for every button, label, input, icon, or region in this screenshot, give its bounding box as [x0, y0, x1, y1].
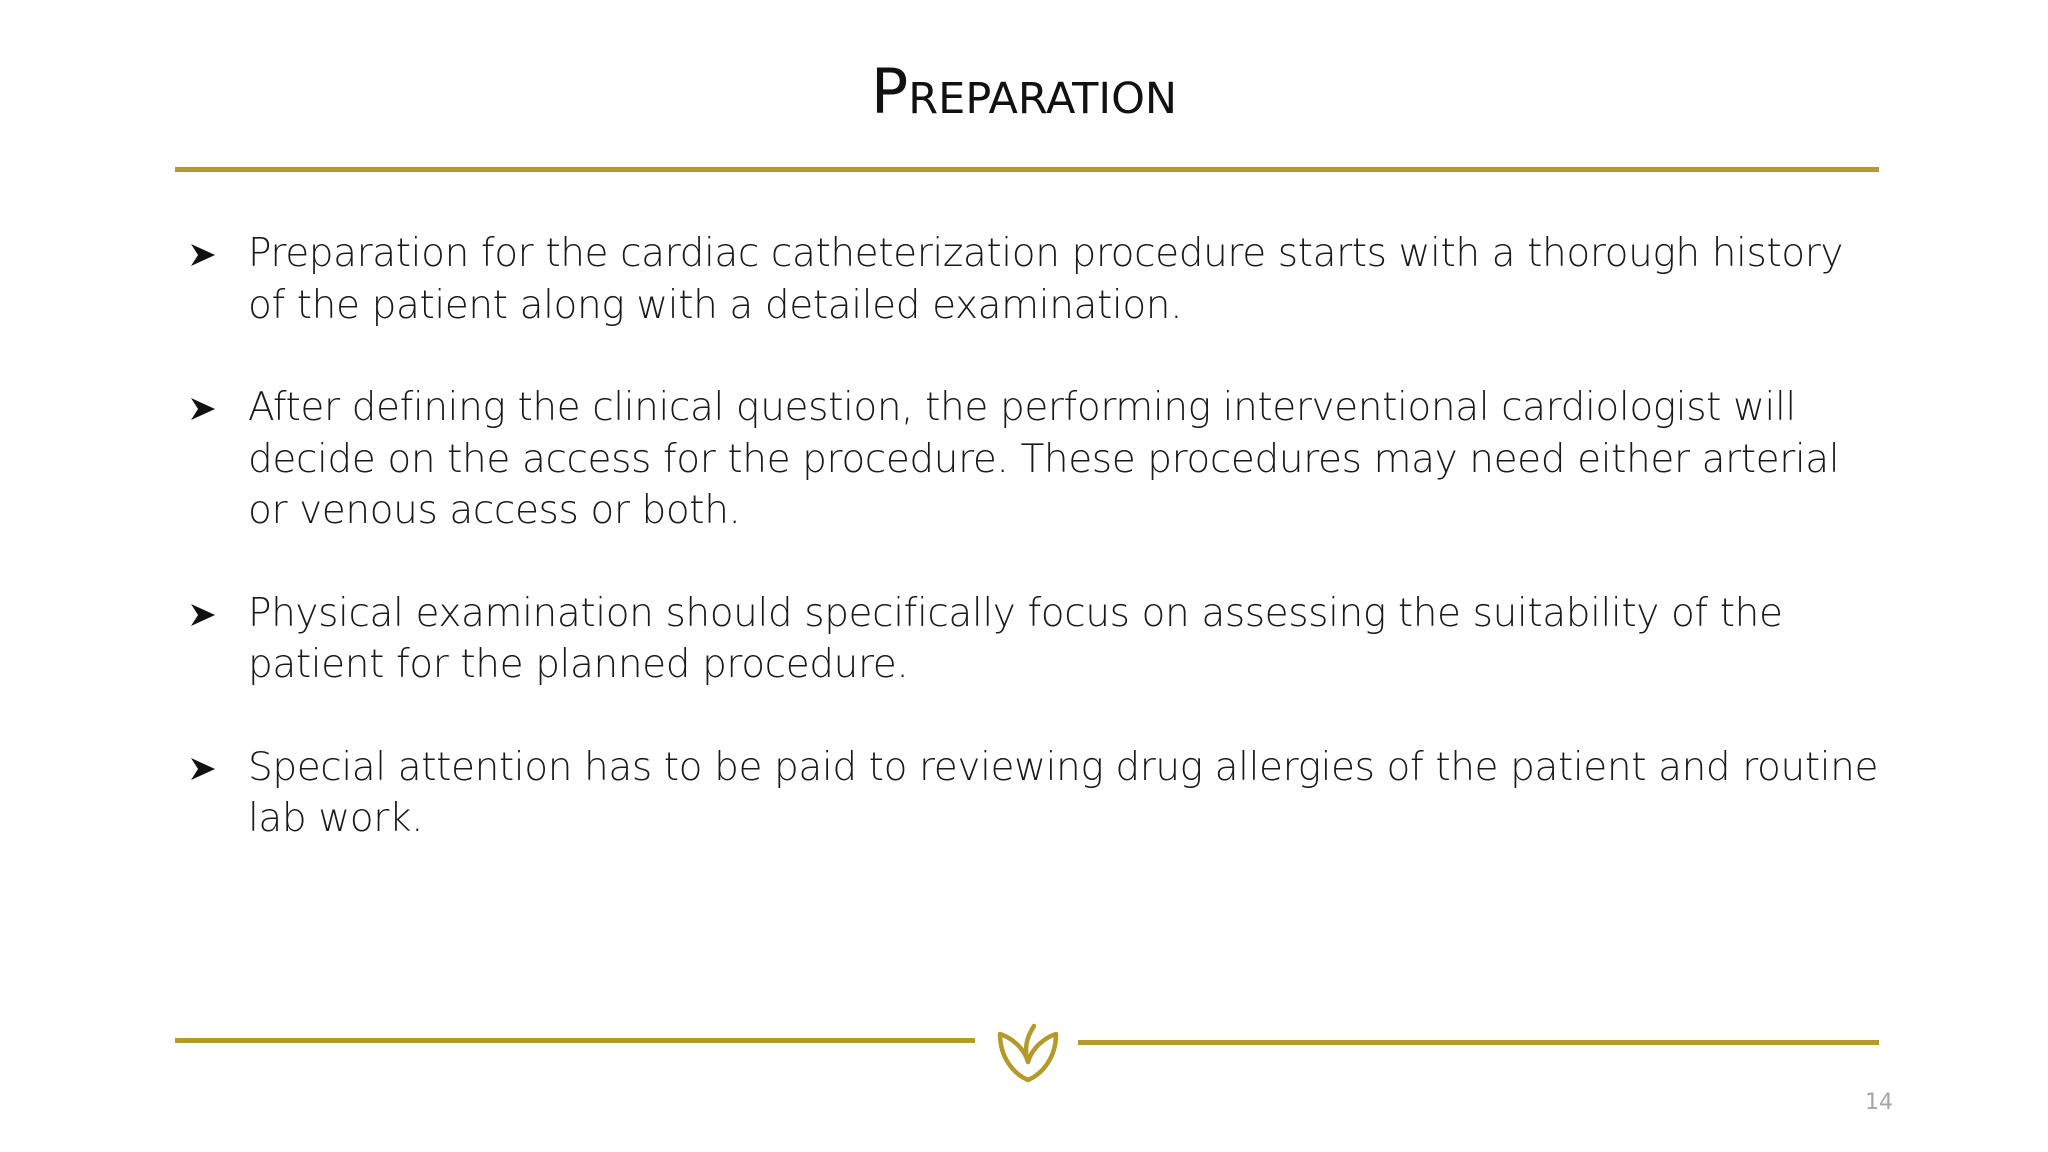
footer-divider-left [175, 1038, 975, 1043]
title-divider [175, 167, 1879, 172]
arrow-bullet-icon [190, 243, 216, 267]
arrow-bullet-icon [190, 757, 216, 781]
slide-title: Preparation [870, 55, 1178, 128]
bullet-text: Special attention has to be paid to reviewing drug allergies of the patient and routine lab work. [248, 744, 1879, 841]
bullet-list [190, 228, 1880, 896]
bullet-text: Physical examination should specifically focus on assessing the suitability of the patient for the planned procedure. [248, 590, 1783, 687]
leaf-logo-icon [990, 1014, 1066, 1090]
bullet-item [190, 228, 1880, 331]
bullet-item [190, 588, 1880, 691]
bullet-item [190, 742, 1880, 845]
arrow-bullet-icon [190, 397, 216, 421]
bullet-text: After defining the clinical question, the performing interventional cardiologist will decide on the access for the procedure. These procedures may need either arterial or venous access or both. [248, 385, 1840, 533]
bullet-item [190, 382, 1880, 537]
page-number: 14 [1865, 1090, 1893, 1115]
footer-divider-right [1078, 1040, 1879, 1045]
bullet-text: Preparation for the cardiac catheterization procedure starts with a thorough history of the patient along with a detailed examination. [248, 231, 1844, 328]
arrow-bullet-icon [190, 603, 216, 627]
